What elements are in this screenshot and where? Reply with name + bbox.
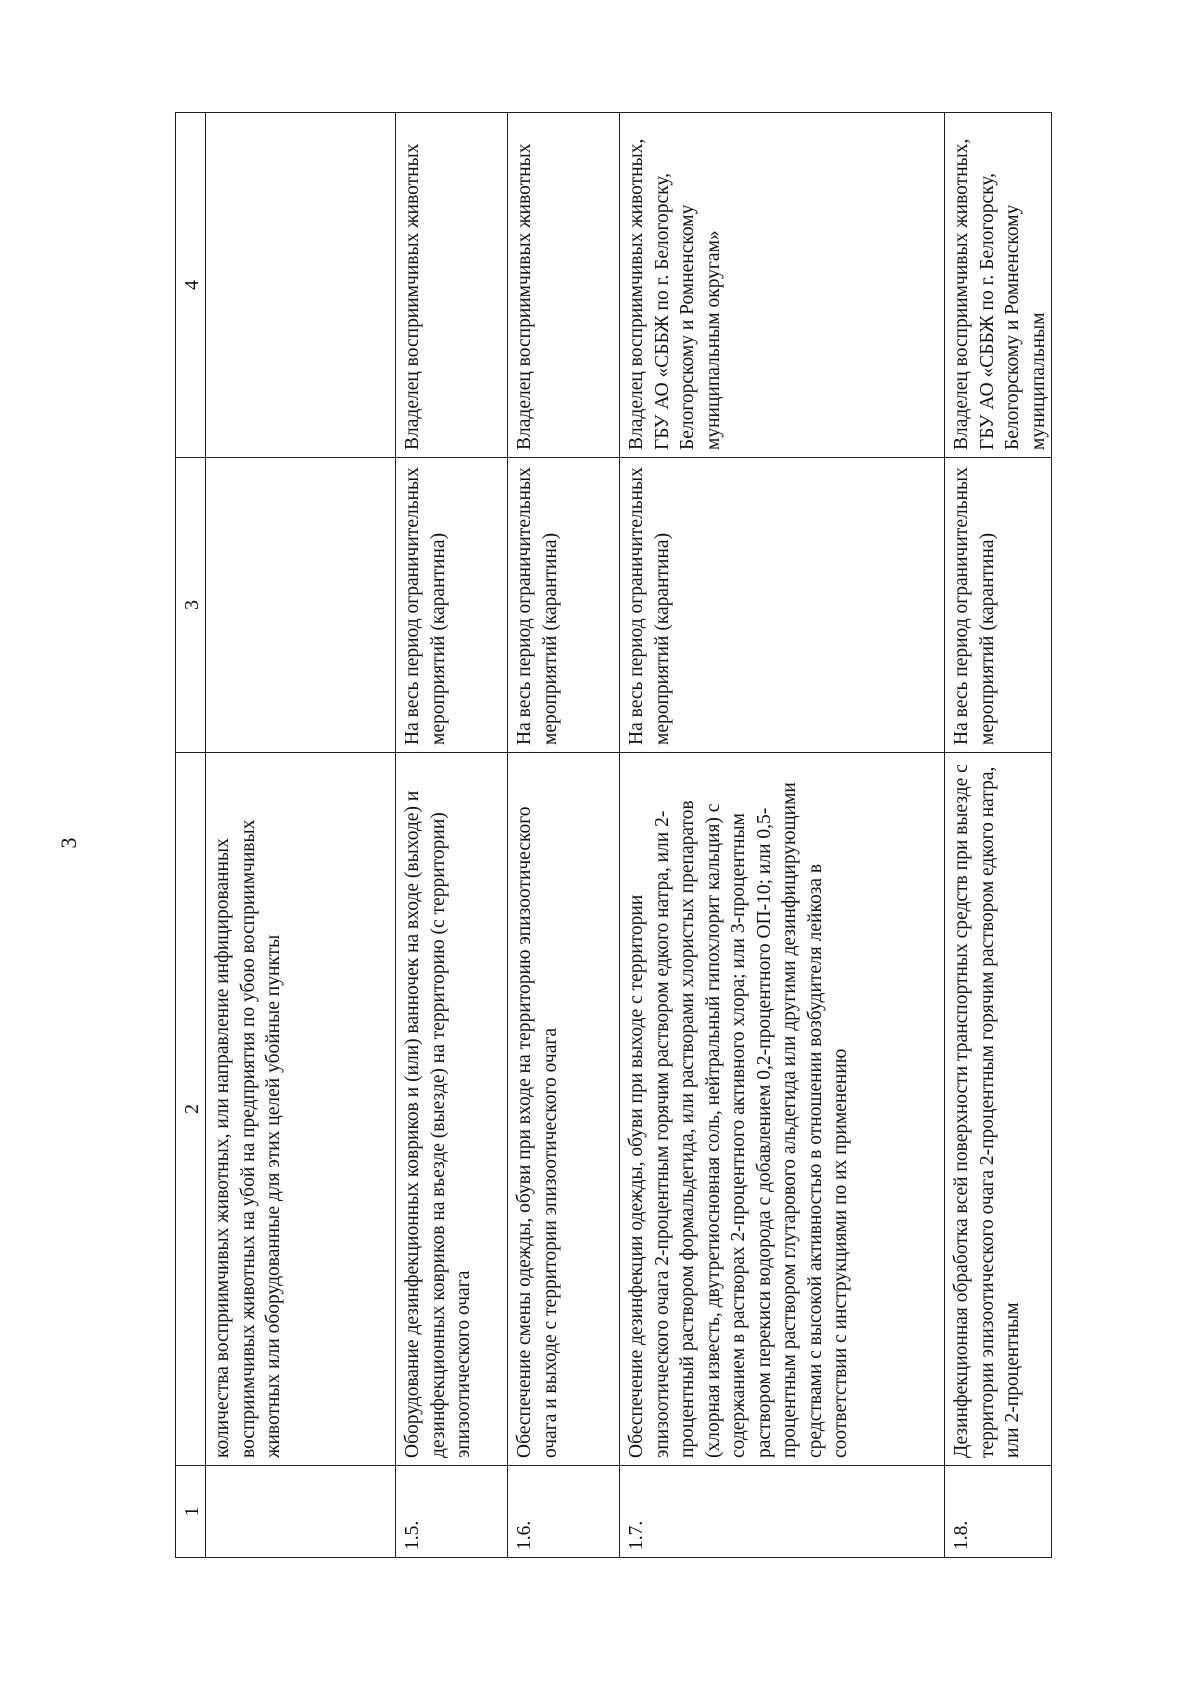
row-responsible: Владелец восприимчивых животных bbox=[396, 113, 508, 458]
row-number: 1.5. bbox=[396, 1466, 508, 1558]
row-measure: Дезинфекционная обработка всей поверхности транспортных средств при выезде с территории эпизоотического очага 2-процентным горячим раствором едкого натра, или 2-процентным bbox=[945, 753, 1052, 1466]
table-row bbox=[508, 113, 620, 1558]
table-row bbox=[945, 113, 1052, 1558]
measures-table bbox=[175, 112, 1052, 1558]
header-cell-responsible: 4 bbox=[176, 113, 206, 458]
row-period: На весь период ограничительных мероприятий (карантина) bbox=[508, 458, 620, 753]
rotated-table-area bbox=[175, 113, 1049, 1558]
row-responsible: Владелец восприимчивых животных, ГБУ АО «СББЖ по г. Белогорску, Белогорскому и Ромненскому муниципальным округам» bbox=[620, 113, 945, 458]
row-number: 1.7. bbox=[620, 1466, 945, 1558]
header-cell-num: 1 bbox=[176, 1466, 206, 1558]
table-row bbox=[396, 113, 508, 1558]
row-responsible: Владелец восприимчивых животных, ГБУ АО «СББЖ по г. Белогорску, Белогорскому и Ромненскому муниципальным bbox=[945, 113, 1052, 458]
row-number: 1.8. bbox=[945, 1466, 1052, 1558]
page-number: 3 bbox=[56, 837, 81, 849]
row-number bbox=[206, 1466, 396, 1558]
table-header-row bbox=[176, 113, 206, 1558]
row-period bbox=[206, 458, 396, 753]
row-measure: Обеспечение дезинфекции одежды, обуви при выходе с территории эпизоотического очага 2-процентным горячим раствором едкого натра, или 2-процентный раствором формальдегида, или растворами хлористых препаратов (хлорная известь, двутретиосновная соль, нейтральный гипохлорит кальция) с содержанием в растворах 2-процентного активного хлора; или 3-процентным раствором перекиси водорода с добавлением 0,2-процентного ОП-10; или 0,5-процентным раствором глутарового альдегида или другими дезинфицирующими средствами с высокой активностью в отношении возбудителя лейкоза в соответствии с инструкциями по их применению bbox=[620, 753, 945, 1466]
table-row bbox=[206, 113, 396, 1558]
table-wrapper bbox=[175, 113, 1049, 1558]
row-measure: количества восприимчивых животных, или направление инфицированных восприимчивых животных на убой на предприятия по убою восприимчивых животных или оборудованные для этих целей убойные пункты bbox=[206, 753, 396, 1466]
row-period: На весь период ограничительных мероприятий (карантина) bbox=[620, 458, 945, 753]
row-period: На весь период ограничительных мероприятий (карантина) bbox=[945, 458, 1052, 753]
row-measure: Обеспечение смены одежды, обуви при входе на территорию эпизоотического очага и выходе с территории эпизоотического очага bbox=[508, 753, 620, 1466]
header-cell-period: 3 bbox=[176, 458, 206, 753]
row-measure: Оборудование дезинфекционных ковриков и (или) ванночек на входе (выходе) и дезинфекционных ковриков на въезде (выезде) на территорию (с территории) эпизоотического очага bbox=[396, 753, 508, 1466]
table-row bbox=[620, 113, 945, 1558]
row-responsible bbox=[206, 113, 396, 458]
header-cell-measure: 2 bbox=[176, 753, 206, 1466]
row-responsible: Владелец восприимчивых животных bbox=[508, 113, 620, 458]
row-number: 1.6. bbox=[508, 1466, 620, 1558]
row-period: На весь период ограничительных мероприятий (карантина) bbox=[396, 458, 508, 753]
